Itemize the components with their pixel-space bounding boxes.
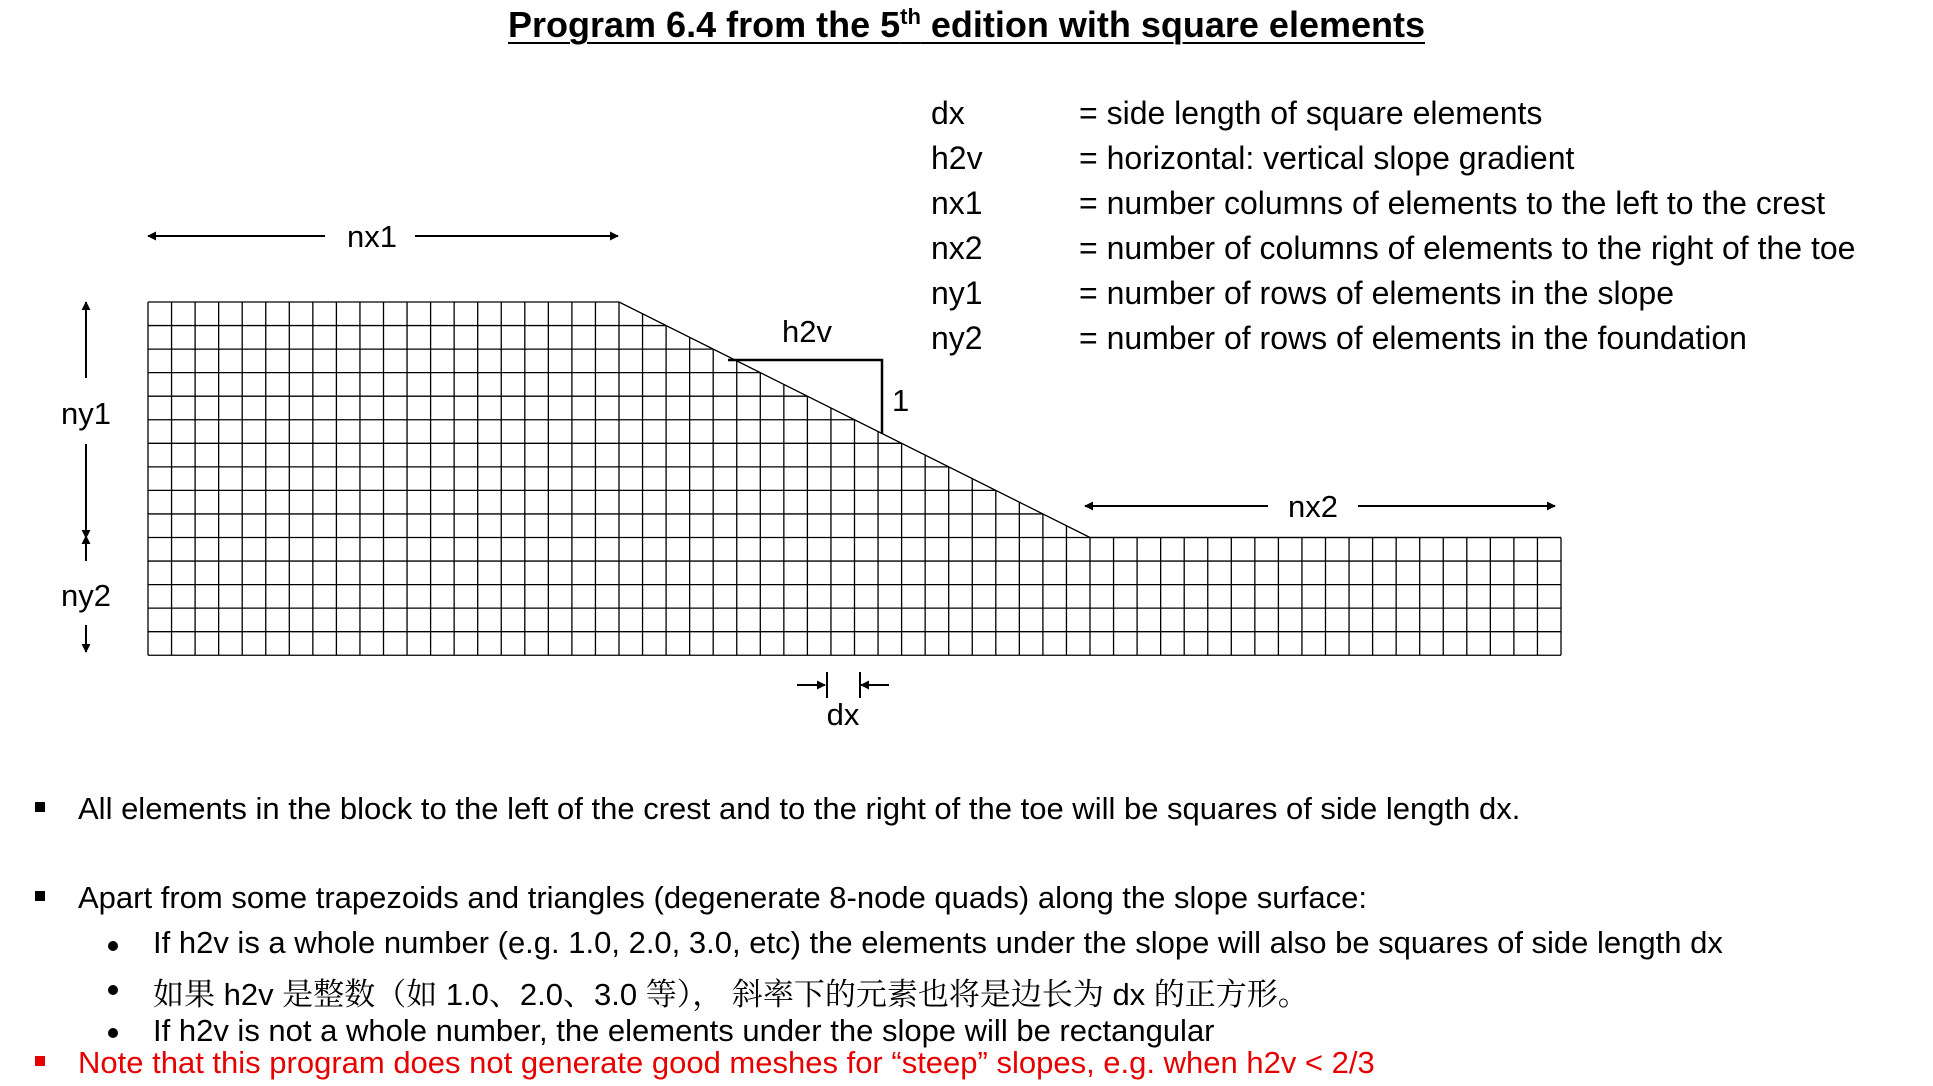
title-suffix: edition with square elements [920, 4, 1425, 45]
slope-gradient-lines [728, 360, 882, 434]
title-prefix: Program 6.4 from the 5 [508, 4, 901, 45]
note-sub-3: If h2v is not a whole number, the elements under the slope will be rectangular [153, 1013, 1215, 1048]
legend-description: = side length of square elements [1079, 95, 1543, 131]
slope-rise-label: 1 [892, 383, 910, 418]
bullet-dot-icon [108, 985, 118, 995]
bullet-square-icon [35, 802, 45, 812]
legend-description: = number of rows of elements in the slope [1079, 275, 1674, 311]
h2v-label: h2v [782, 314, 832, 349]
legend-symbol: ny1 [931, 275, 983, 311]
ny2-dimension [61, 536, 111, 652]
note-bullet-2: Apart from some trapezoids and triangles (degenerate 8-node quads) along the slope surface: [78, 880, 1367, 915]
bullet-dot-icon [108, 1028, 118, 1038]
legend-symbol: dx [931, 95, 965, 131]
bullet-square-icon [35, 891, 45, 901]
ny2-label: ny2 [61, 578, 111, 613]
nx2-label: nx2 [1288, 489, 1338, 524]
legend-symbol: nx1 [931, 185, 983, 221]
legend-symbol: nx2 [931, 230, 983, 266]
legend-symbol: h2v [931, 140, 983, 176]
bullet-dot-icon [108, 941, 118, 951]
legend-description: = horizontal: vertical slope gradient [1079, 140, 1575, 176]
title-superscript: th [900, 4, 921, 29]
note-bullet-1: All elements in the block to the left of the crest and to the right of the toe will be squares of side length dx. [78, 791, 1521, 826]
dx-dimension [797, 672, 889, 732]
slope-gradient-triangle [728, 314, 909, 434]
nx1-dimension [148, 219, 618, 254]
note-sub-1: If h2v is a whole number (e.g. 1.0, 2.0, 3.0, etc) the elements under the slope will also be squares of side length dx [153, 925, 1723, 960]
legend-description: = number of rows of elements in the foundation [1079, 320, 1747, 356]
nx1-label: nx1 [347, 219, 397, 254]
legend-symbol: ny2 [931, 320, 983, 356]
dx-label: dx [826, 697, 860, 732]
note-warning: Note that this program does not generate good meshes for “steep” slopes, e.g. when h2v < 2/3 [78, 1045, 1375, 1080]
note-sub-2: 如果 h2v 是整数（如 1.0、2.0、3.0 等）， 斜率下的元素也将是边长为 dx 的正方形。 [153, 977, 1309, 1012]
ny1-label: ny1 [61, 396, 111, 431]
legend-description: = number columns of elements to the left to the crest [1079, 185, 1826, 221]
ny1-dimension [61, 302, 111, 538]
bullet-square-icon [35, 1056, 45, 1066]
nx2-dimension [1085, 489, 1555, 524]
legend-description: = number of columns of elements to the right of the toe [1079, 230, 1856, 266]
